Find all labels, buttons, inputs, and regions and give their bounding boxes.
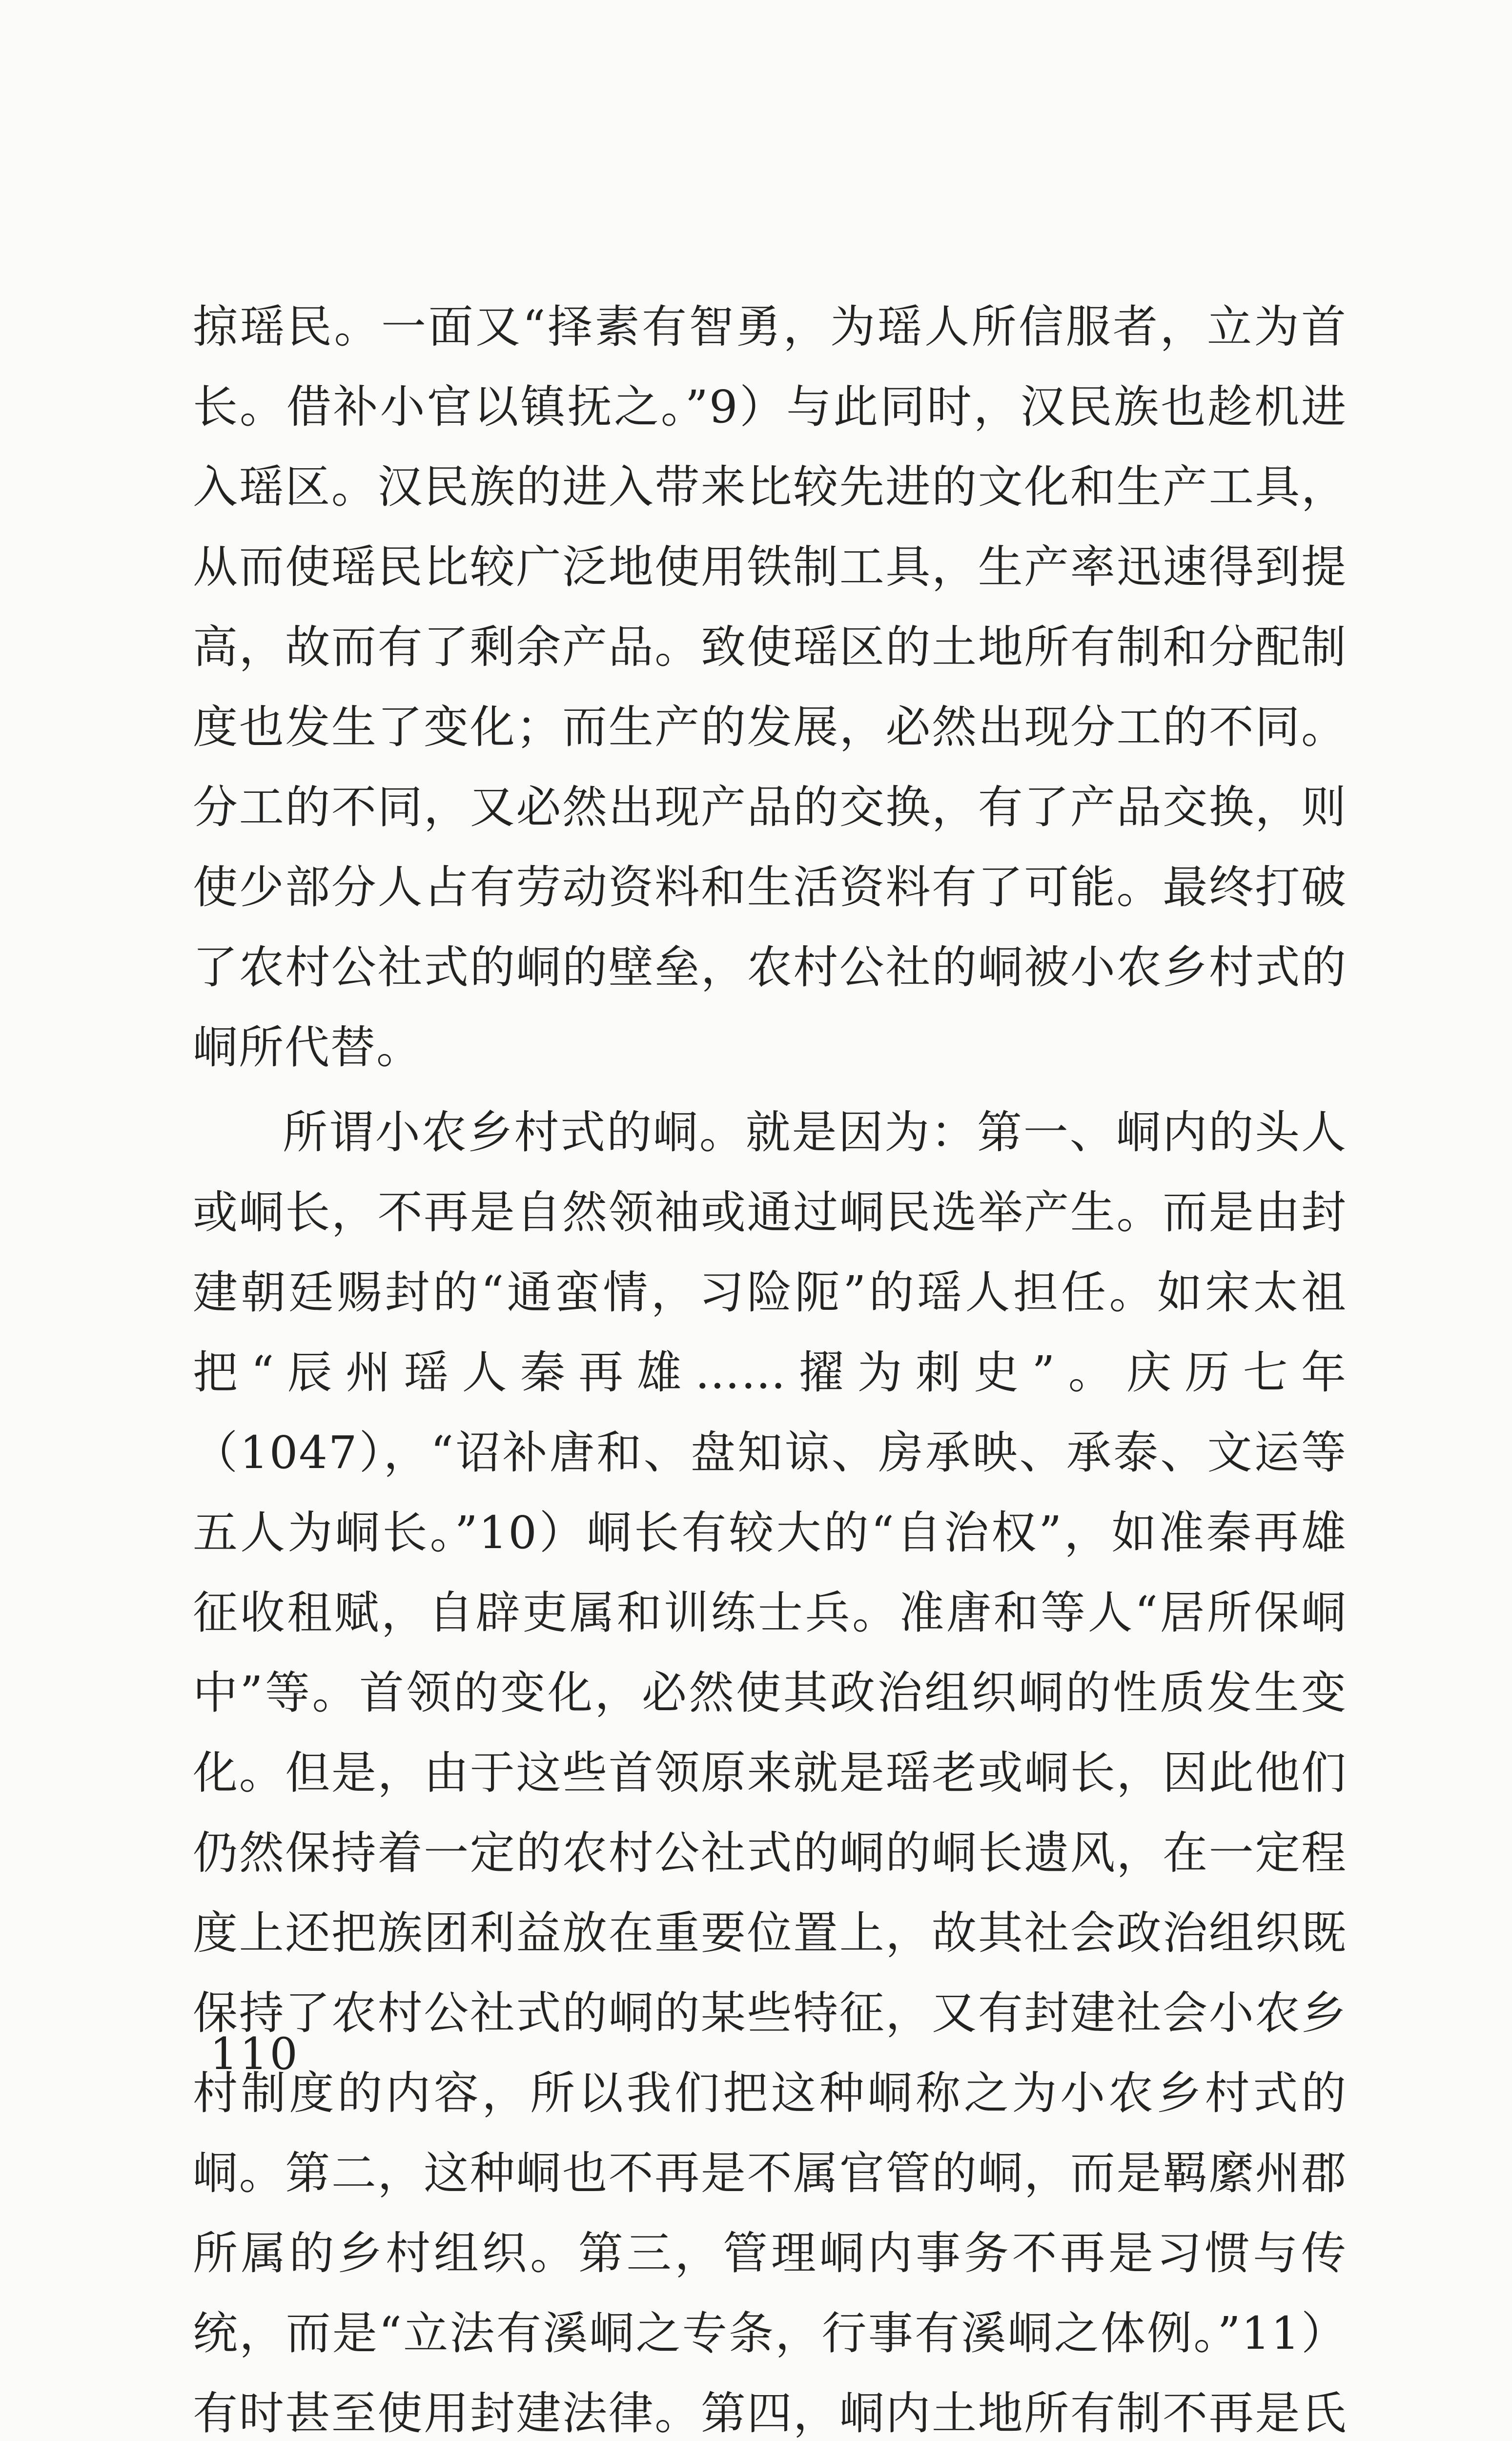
paragraph-1: 掠瑶民。一面又“择素有智勇，为瑶人所信服者，立为首长。借补小官以镇抚之。”9）与此同时，汉民族也趁机进入瑶区。汉民族的进入带来比较先进的文化和生产工具，从而使瑶民比较广泛地使用铁制工具，生产率迅速得到提高，故而有了剩余产品。致使瑶区的土地所有制和分配制度也发生了变化；而生产的发展，必然出现分工的不同。分工的不同，又必然出现产品的交换，有了产品交换，则使少部分人占有劳动资料和生活资料有了可能。最终打破了农村公社式的峒的壁垒，农村公社的峒被小农乡村式的峒所代替。 xyxy=(193,301,1347,1074)
page-number: 110 xyxy=(210,2028,300,2080)
body-text xyxy=(193,287,1347,2441)
paragraph-2: 所谓小农乡村式的峒。就是因为：第一、峒内的头人或峒长，不再是自然领袖或通过峒民选举产生。而是由封建朝廷赐封的“通蛮情，习险阨”的瑶人担任。如宋太祖把“辰州瑶人秦再雄……擢为刺史”。庆历七年（1047），“诏补唐和、盘知谅、房承映、承泰、文运等五人为峒长。”10）峒长有较大的“自治权”，如准秦再雄征收租赋，自辟吏属和训练士兵。准唐和等人“居所保峒中”等。首领的变化，必然使其政治组织峒的性质发生变化。但是，由于这些首领原来就是瑶老或峒长，因此他们仍然保持着一定的农村公社式的峒的峒长遗风，在一定程度上还把族团利益放在重要位置上，故其社会政治组织既保持了农村公社式的峒的某些特征，又有封建社会小农乡村制度的内容，所以我们把这种峒称之为小农乡村式的峒。第二，这种峒也不再是不属官管的峒，而是羁縻州郡所属的乡村组织。第三，管理峒内事务不再是习惯与传统，而是“立法有溪峒之专条，行事有溪峒之体例。”11）有时甚至使用封建法律。第四，峒内土地所有制不再是氏 xyxy=(193,1106,1347,2440)
